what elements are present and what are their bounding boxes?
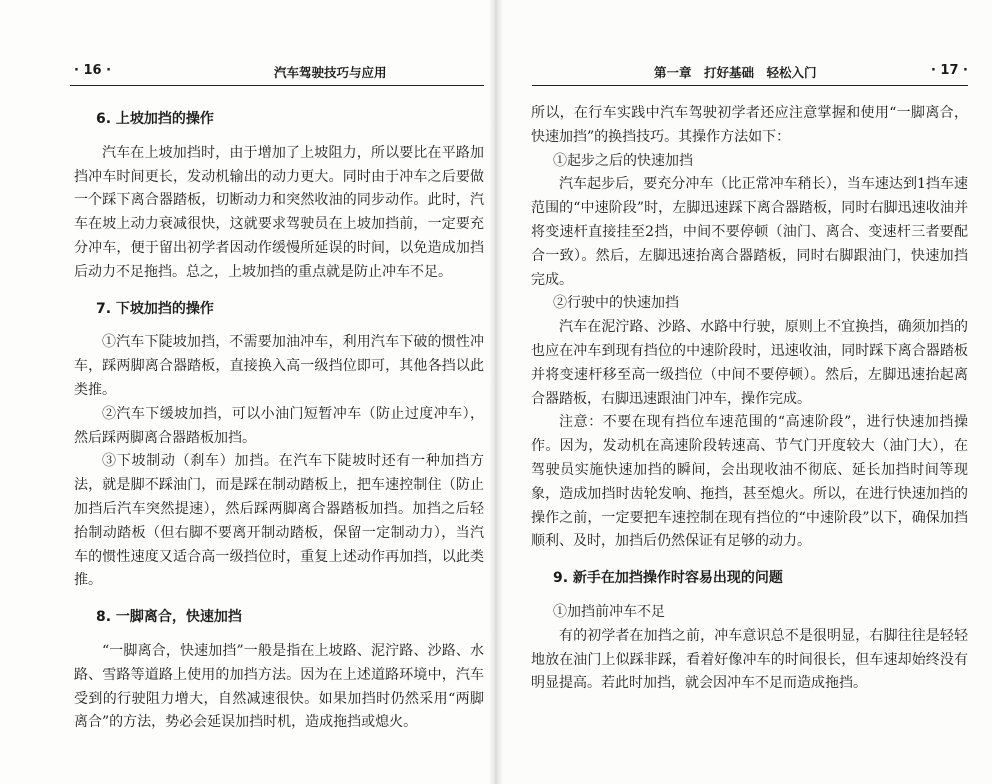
book-gutter xyxy=(489,0,503,784)
right-page-number: · 17 · xyxy=(930,63,968,78)
item-2-title: ②行驶中的快速加挡 xyxy=(553,295,679,312)
item-1-paragraph: 汽车起步后，要充分冲车（比正常冲车稍长），当车速达到1挡车速范围的“中速阶段”时，左脚迅速踩下离合器踏板，同时右脚迅速收油并将变速杆直接挂至2挡，中间不要停顿（油门、离合、变速杆三者要配合一致）。然后，左脚迅速抬离合器踏板，同时右脚跟油门，快速加挡完成。 xyxy=(531,176,968,288)
left-page-number: · 16 · xyxy=(74,63,112,78)
right-header-rule xyxy=(532,85,968,86)
section-7-paragraph-2: ②汽车下缓坡加挡，可以小油门短暂冲车（防止过度冲车），然后踩两脚离合器踏板加挡。 xyxy=(74,405,484,446)
left-header-rule xyxy=(70,85,484,86)
section-7-heading: 7. 下坡加挡的操作 xyxy=(96,300,214,317)
note-paragraph: 注意：不要在现有挡位车速范围的“高速阶段”，进行快速加挡操作。因为，发动机在高速阶段转速高、节气门开度较大（油门大），在驾驶员实施快速加挡的瞬间，会出现收油不彻底、延长加挡时间等现象，造成加挡时齿轮发响、拖挡，甚至熄火。所以，在进行快速加挡的操作之前，一定要把车速控制在现有挡位的“中速阶段”以下，确保加挡顺利、及时，加挡后仍然保证有足够的动力。 xyxy=(531,414,968,550)
left-page-body xyxy=(74,108,484,735)
left-page-header xyxy=(74,63,484,83)
section-9-heading: 9. 新手在加挡操作时容易出现的问题 xyxy=(553,570,783,587)
left-running-title: 汽车驾驶技巧与应用 xyxy=(274,65,387,80)
section-7-paragraph-3: ③下坡制动（刹车）加挡。在汽车下陡坡时还有一种加挡方法，就是脚不踩油门，而是踩在制动踏板上，把车速控制住（防止加挡后汽车突然提速），然后踩两脚离合器踏板加挡。加挡之后轻抬制动踏板（但右脚不要离开制动踏板，保留一定制动力），当汽车的惯性速度又适合高一级挡位时，重复上述动作再加挡，以此类推。 xyxy=(74,453,484,589)
section-6-heading: 6. 上坡加挡的操作 xyxy=(96,111,214,127)
section-7-paragraph-1: ①汽车下陡坡加挡，不需要加油冲车，利用汽车下破的惯性冲车，踩两脚离合器踏板，直接换入高一级挡位即可，其他各挡以此类推。 xyxy=(74,334,484,398)
item-2-paragraph: 汽车在泥泞路、沙路、水路中行驶，原则上不宜换挡，确须加挡的也应在冲车到现有挡位的中速阶段时，迅速收油，同时踩下离合器踏板并将变速杆移至高一级挡位（中间不要停顿）。然后，左脚迅速抬起离合器踏板，右脚迅速跟油门冲车，操作完成。 xyxy=(531,319,968,407)
right-page-header xyxy=(532,63,968,83)
right-running-title: 第一章 打好基础 轻松入门 xyxy=(654,65,817,80)
section-8-paragraph: “一脚离合，快速加挡”一般是指在上坡路、泥泞路、沙路、水路、雪路等道路上使用的加挡方法。因为在上述道路环境中，汽车受到的行驶阻力增大，自然减速很快。如果加挡时仍然采用“两脚离合”的方法，势必会延误加挡时机，造成拖挡或熄火。 xyxy=(74,642,484,731)
section-8-heading: 8. 一脚离合，快速加挡 xyxy=(96,609,242,626)
section-9-item-1-paragraph: 有的初学者在加挡之前，冲车意识总不是很明显，右脚往往是轻轻地放在油门上似踩非踩，看着好像冲车的时间很长，但车速却始终没有明显提高。若此时加挡，就会因冲车不足而造成拖挡。 xyxy=(531,627,968,692)
right-page-body xyxy=(531,102,968,696)
section-6-paragraph: 汽车在上坡加挡时，由于增加了上坡阻力，所以要比在平路加挡冲车时间更长，发动机输出的动力更大。同时由于冲车之后要做一个踩下离合器踏板，切断动力和突然收油的同步动作。此时，汽车在坡上动力衰减很快，这就要求驾驶员在上坡加挡前，一定要充分冲车，便于留出初学者因动作缓慢所延误的时间，以免造成加挡后动力不足拖挡。总之，上坡加挡的重点就是防止冲车不足。 xyxy=(74,144,484,280)
right-page xyxy=(496,0,992,784)
section-9-item-1-title: ①加挡前冲车不足 xyxy=(553,603,665,620)
intro-paragraph: 所以，在行车实践中汽车驾驶初学者还应注意掌握和使用“一脚离合，快速加挡”的换挡技巧。其操作方法如下： xyxy=(531,105,968,145)
item-1-title: ①起步之后的快速加挡 xyxy=(553,152,693,169)
